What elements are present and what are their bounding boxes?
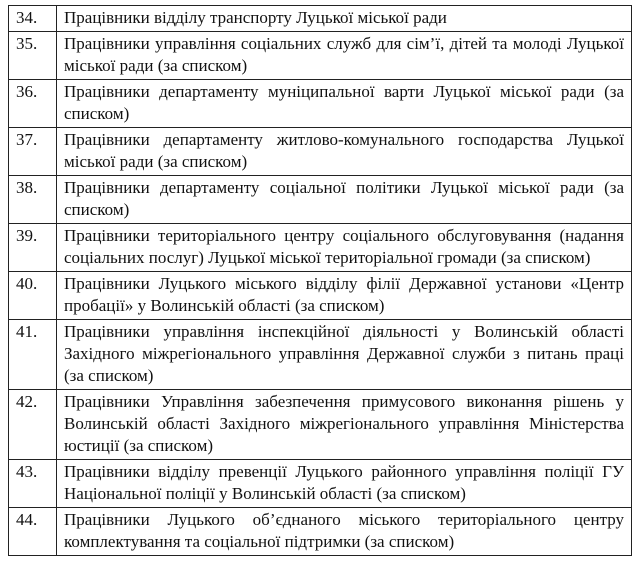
row-text: Працівники відділу превенції Луцького районного управління поліції ГУ Національної поліції у Волинській області (за списком) bbox=[57, 460, 632, 508]
row-text: Працівники управління соціальних служб для сім’ї, дітей та молоді Луцької міської ради (за списком) bbox=[57, 32, 632, 80]
table-row bbox=[9, 32, 632, 80]
row-number: 34. bbox=[9, 6, 57, 32]
table-row bbox=[9, 320, 632, 390]
table-row bbox=[9, 460, 632, 508]
row-number: 38. bbox=[9, 176, 57, 224]
row-number: 42. bbox=[9, 390, 57, 460]
row-number: 39. bbox=[9, 224, 57, 272]
table-row bbox=[9, 224, 632, 272]
staff-list-table bbox=[8, 5, 632, 556]
row-number: 37. bbox=[9, 128, 57, 176]
row-text: Працівники департаменту муніципальної варти Луцької міської ради (за списком) bbox=[57, 80, 632, 128]
row-text: Працівники департаменту соціальної політики Луцької міської ради (за списком) bbox=[57, 176, 632, 224]
table-row bbox=[9, 6, 632, 32]
row-number: 36. bbox=[9, 80, 57, 128]
row-text: Працівники Луцького міського відділу філії Державної установи «Центр пробації» у Волинській області (за списком) bbox=[57, 272, 632, 320]
row-text: Працівники Луцького об’єднаного міського територіального центру комплектування та соціальної підтримки (за списком) bbox=[57, 508, 632, 556]
row-text: Працівники управління інспекційної діяльності у Волинській області Західного міжрегіонального управління Державної служби з питань праці (за списком) bbox=[57, 320, 632, 390]
table-row bbox=[9, 508, 632, 556]
table-row bbox=[9, 272, 632, 320]
table-row bbox=[9, 390, 632, 460]
table-row bbox=[9, 128, 632, 176]
row-number: 35. bbox=[9, 32, 57, 80]
row-number: 43. bbox=[9, 460, 57, 508]
row-number: 41. bbox=[9, 320, 57, 390]
row-text: Працівники відділу транспорту Луцької міської ради bbox=[57, 6, 632, 32]
table-row bbox=[9, 176, 632, 224]
row-number: 40. bbox=[9, 272, 57, 320]
row-text: Працівники територіального центру соціального обслуговування (надання соціальних послуг) Луцької міської територіальної громади (за списком) bbox=[57, 224, 632, 272]
row-text: Працівники департаменту житлово-комунального господарства Луцької міської ради (за списком) bbox=[57, 128, 632, 176]
table-row bbox=[9, 80, 632, 128]
row-number: 44. bbox=[9, 508, 57, 556]
row-text: Працівники Управління забезпечення примусового виконання рішень у Волинській області Західного міжрегіонального управління Міністерства юстиції (за списком) bbox=[57, 390, 632, 460]
